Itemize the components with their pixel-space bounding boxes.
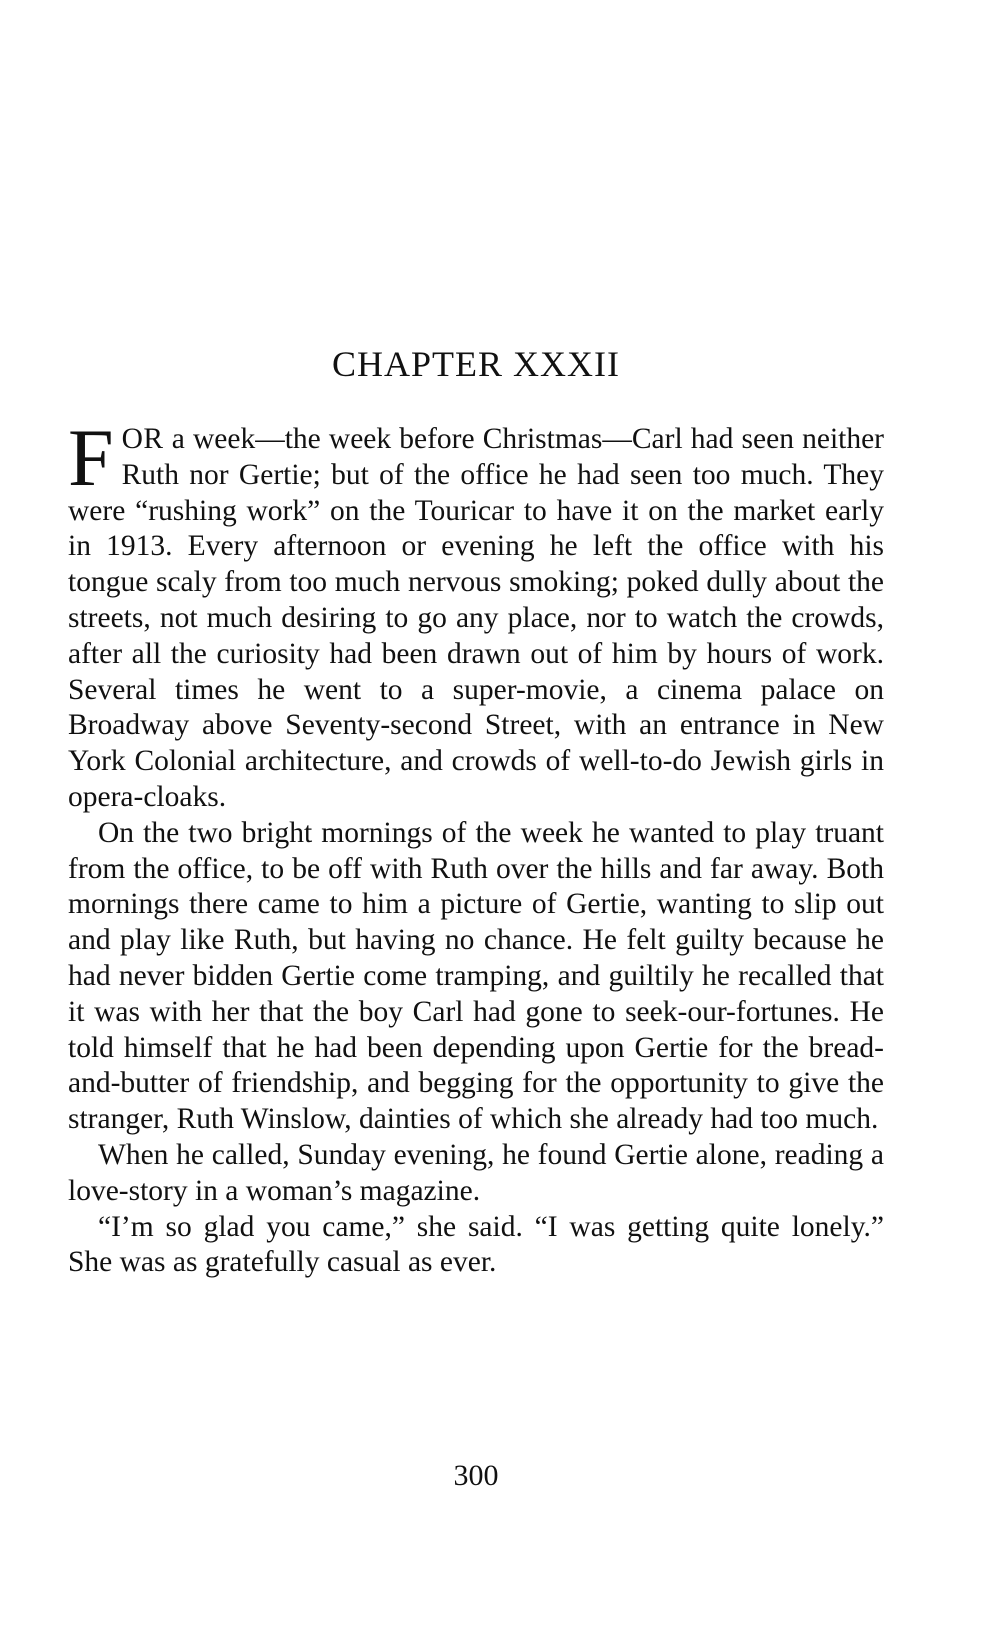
paragraph-1-text: a week—the week before Christmas—Carl had seen neither Ruth nor Gertie; but of the office he had seen too much. They were “rushing work” on the Touricar to have it on the market early in 1913. Every afternoon or evening he left the office with his tongue scaly from too much nervous smoking; poked dully about the streets, not much desiring to go any place, nor to watch the crowds, after all the curiosity had been drawn out of him by hours of work. Several times he went to a super-movie, a cinema palace on Broadway above Seventy-second Street, with an entrance in New York Colonial architecture, and crowds of well-to-do Jewish girls in opera-cloaks. [68, 423, 884, 813]
page-number: 300 [453, 1459, 499, 1492]
paragraph-2: On the two bright mornings of the week he wanted to play truant from the office, to be off with Ruth over the hills and far away. Both mornings there came to him a picture of Gertie, wanting to slip out and play like Ruth, but having no chance. He felt guilty because he had never bidden Gertie come tramping, and guiltily he recalled that it was with her that the boy Carl had gone to seek-our-fortunes. He told himself that he had been depending upon Gertie for the bread-and-butter of friendship, and begging for the opportunity to give the stranger, Ruth Winslow, dainties of which she already had too much. [68, 816, 884, 1136]
paragraph-3: When he called, Sunday evening, he found Gertie alone, reading a love-story in a woman’s magazine. [68, 1138, 884, 1207]
book-page [68, 0, 884, 1650]
paragraph-1 [68, 412, 884, 816]
chapter-heading: CHAPTER XXXII [332, 344, 620, 384]
paragraph-4: “I’m so glad you came,” she said. “I was getting quite lonely.” She was as gratefully casual as ever. [68, 1210, 884, 1279]
chapter-body [68, 412, 884, 1281]
paragraph-lead-caps: OR [121, 423, 164, 455]
drop-cap: F [68, 412, 114, 503]
